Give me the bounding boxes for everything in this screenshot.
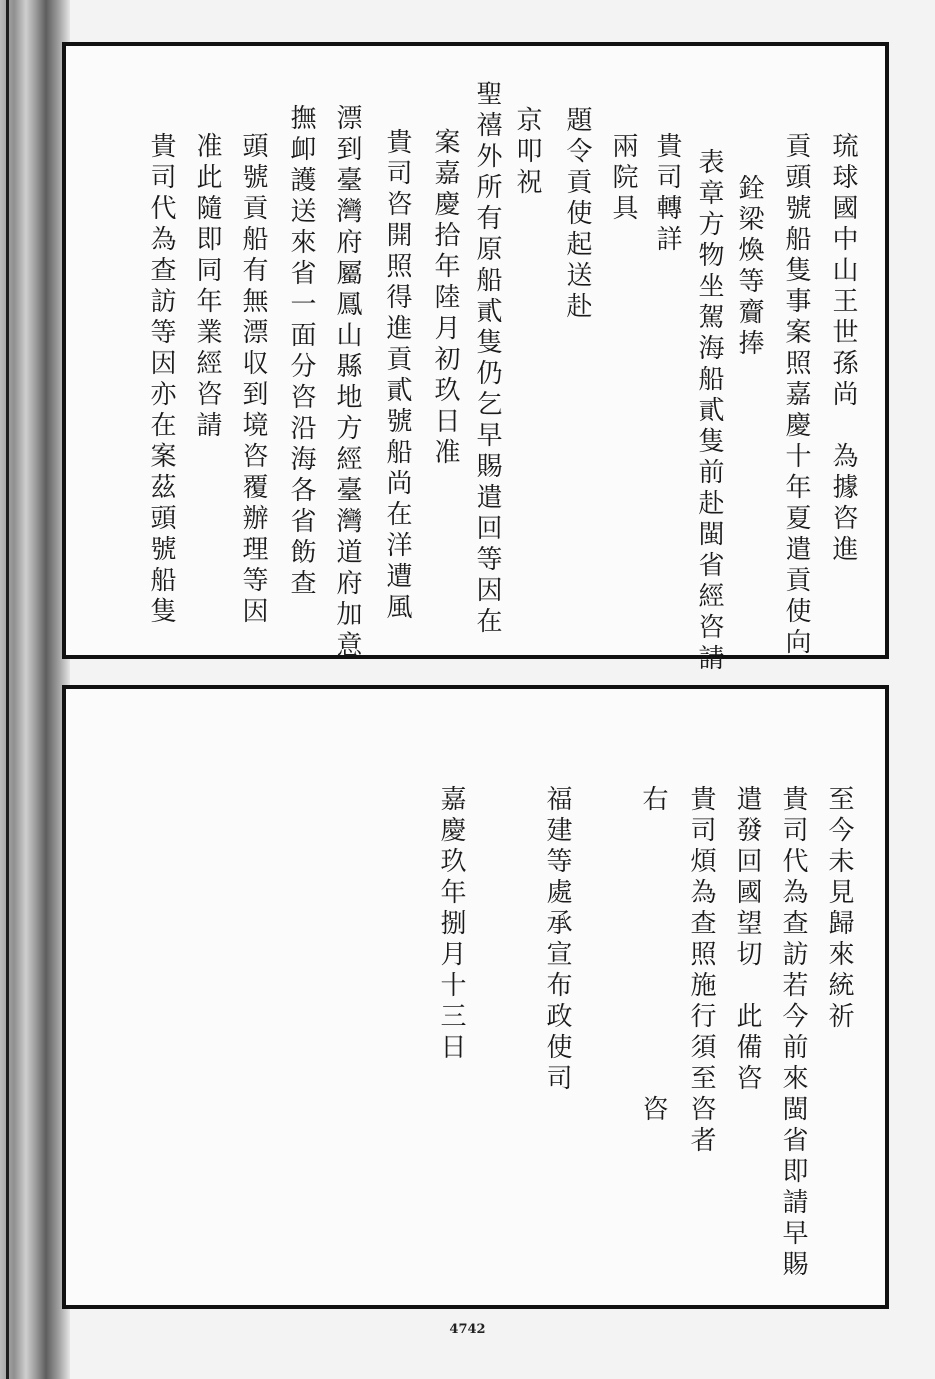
text-column: 銓梁煥等齎捧 <box>734 174 764 360</box>
text-column: 貴司轉詳 <box>652 132 682 256</box>
text-column: 琉球國中山王世孫尚 為據咨進 <box>828 132 858 566</box>
text-column: 頭號貢船有無漂収到境咨覆辦理等因 <box>238 132 268 628</box>
text-column: 貴司煩為查照施行須至咨者 <box>686 785 716 1157</box>
text-column: 聖禧外所有原船貳隻仍乞早賜遣回等因在 <box>472 80 502 638</box>
text-column: 漂到臺灣府屬鳳山縣地方經臺灣道府加意 <box>332 104 362 662</box>
text-column: 貴司代為查訪若今前來閩省即請早賜 <box>778 785 808 1281</box>
text-column: 福建等處承宣布政使司 <box>542 785 572 1095</box>
manuscript-panel-top <box>62 42 889 675</box>
text-column: 至今未見歸來統祈 <box>824 785 854 1033</box>
manuscript-panel-bottom <box>62 685 889 1309</box>
text-column: 題令貢使起送赴 <box>562 106 592 323</box>
text-column: 右 咨 <box>638 785 668 1126</box>
binding-edge-line <box>6 0 9 1379</box>
text-column: 京叩祝 <box>512 106 542 199</box>
text-column: 兩院具 <box>608 132 638 225</box>
text-column: 遣發回國望切 此備咨 <box>732 785 762 1095</box>
text-column: 貴司代為查訪等因亦在案茲頭號船隻 <box>146 132 176 628</box>
text-column: 貢頭號船隻事案照嘉慶十年夏遣貢使向 <box>781 132 811 659</box>
date-column: 嘉慶玖年捌月十三日 <box>436 785 466 1064</box>
binding-gutter <box>0 0 70 1379</box>
page-number: 4742 <box>449 1322 486 1337</box>
text-column: 貴司咨開照得進貢貳號船尚在洋遭風 <box>382 128 412 624</box>
text-column: 准此隨即同年業經咨請 <box>192 132 222 442</box>
text-column: 案嘉慶拾年陸月初玖日准 <box>430 128 460 469</box>
text-column: 表章方物坐駕海船貳隻前赴閩省經咨請 <box>694 148 724 675</box>
text-column: 撫卹護送來省一面分咨沿海各省飭查 <box>286 104 316 600</box>
